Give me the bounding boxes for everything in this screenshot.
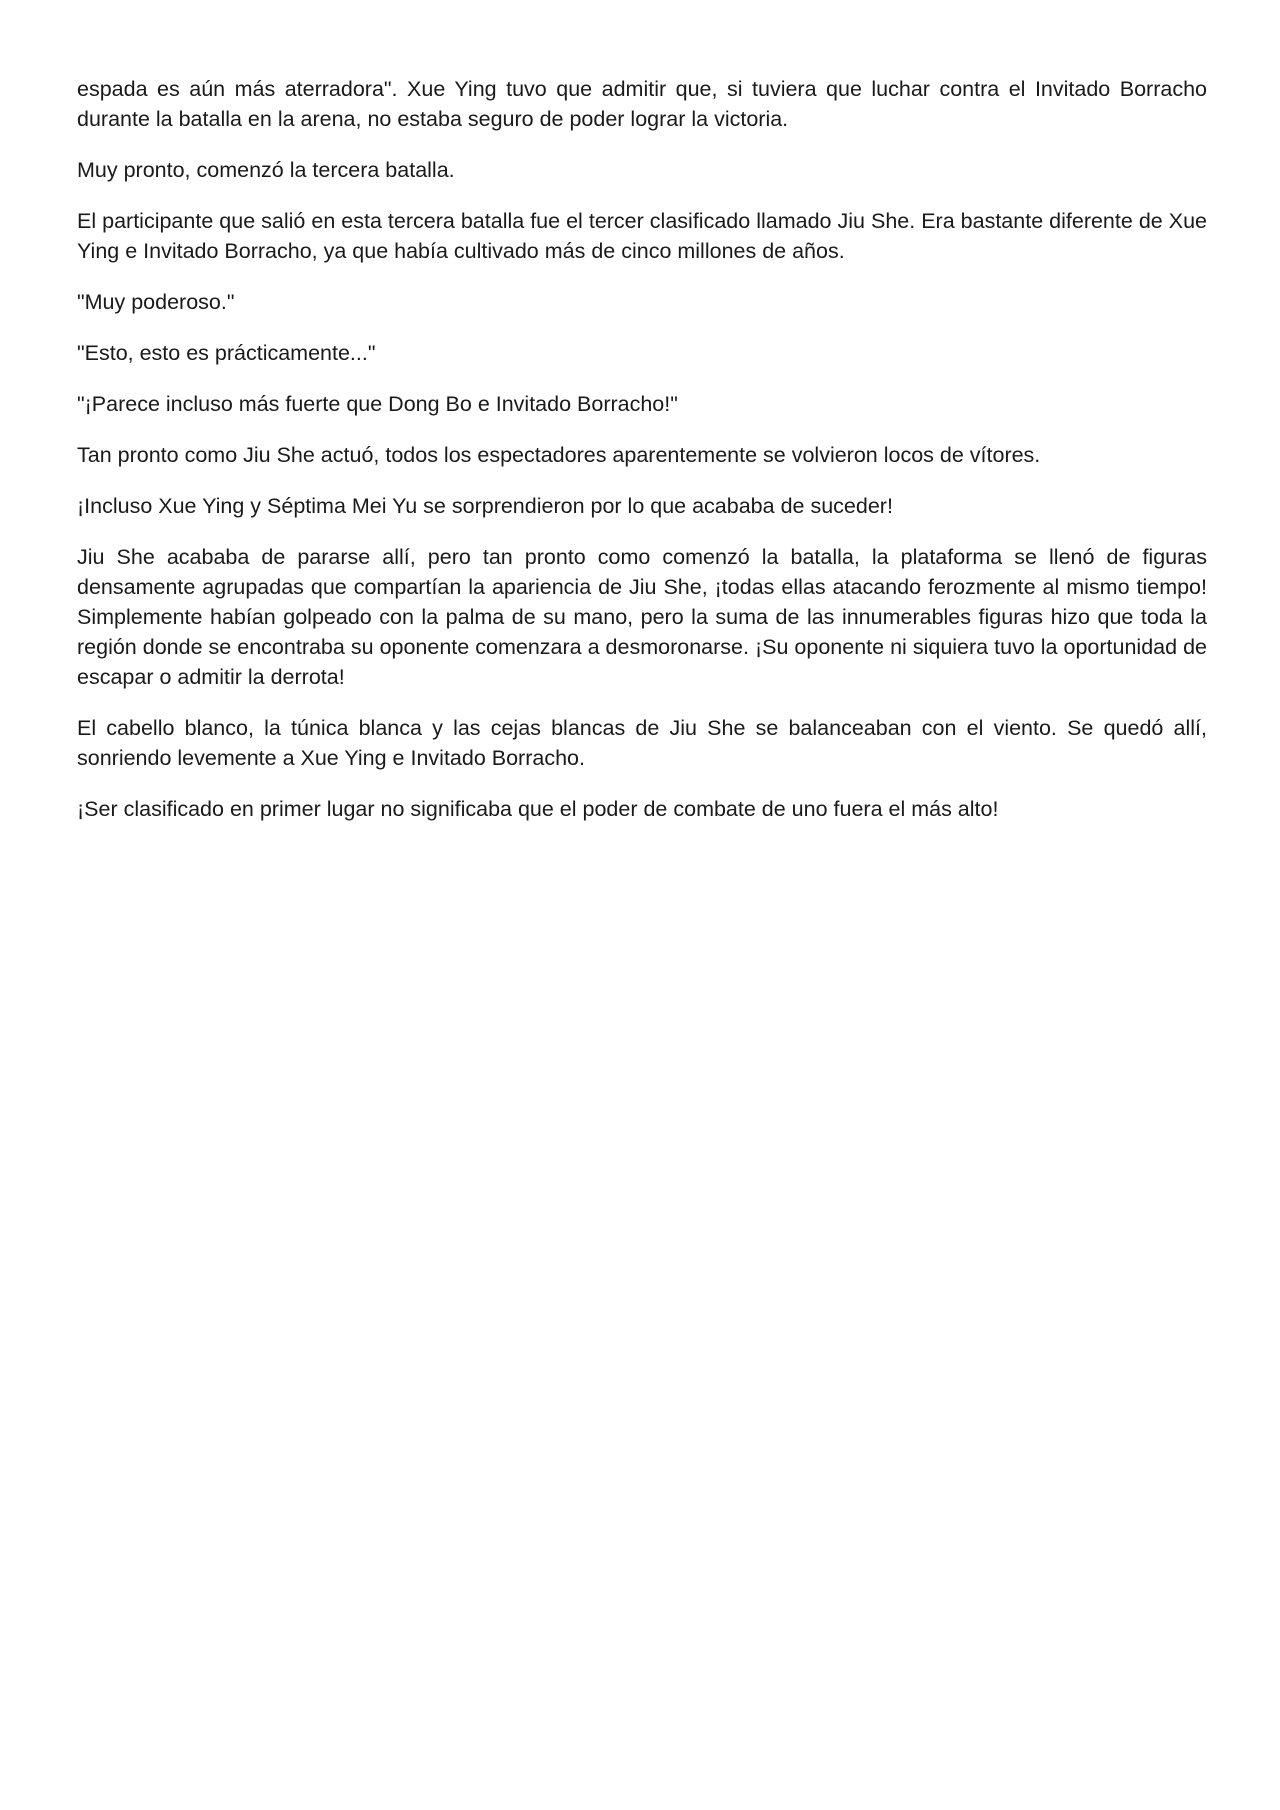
paragraph: "¡Parece incluso más fuerte que Dong Bo e Invitado Borracho!" (77, 392, 678, 416)
paragraph: El participante que salió en esta tercera batalla fue el tercer clasificado llamado Jiu She. Era bastante diferente de Xue Ying e Invitado Borracho, ya que había cultivado más de cinco millones de años. (77, 209, 1207, 263)
paragraph: espada es aún más aterradora". Xue Ying tuvo que admitir que, si tuviera que luchar contra el Invitado Borracho durante la batalla en la arena, no estaba seguro de poder lograr la victoria. (77, 77, 1207, 131)
paragraph: Tan pronto como Jiu She actuó, todos los espectadores aparentemente se volvieron locos de vítores. (77, 443, 1041, 467)
paragraph: ¡Ser clasificado en primer lugar no significaba que el poder de combate de uno fuera el más alto! (77, 797, 999, 821)
paragraph: El cabello blanco, la túnica blanca y las cejas blancas de Jiu She se balanceaban con el viento. Se quedó allí, sonriendo levemente a Xue Ying e Invitado Borracho. (77, 716, 1207, 770)
paragraph: "Esto, esto es prácticamente..." (77, 341, 376, 365)
document-body (77, 74, 1207, 845)
paragraph: Jiu She acababa de pararse allí, pero tan pronto como comenzó la batalla, la plataforma se llenó de figuras densamente agrupadas que compartían la apariencia de Jiu She, ¡todas ellas atacando ferozmente al mismo tiempo! Simplemente habían golpeado con la palma de su mano, pero la suma de las innumerables figuras hizo que toda la región donde se encontraba su oponente comenzara a desmoronarse. ¡Su oponente ni siquiera tuvo la oportunidad de escapar o admitir la derrota! (77, 545, 1207, 689)
paragraph: Muy pronto, comenzó la tercera batalla. (77, 158, 455, 182)
paragraph: ¡Incluso Xue Ying y Séptima Mei Yu se sorprendieron por lo que acababa de suceder! (77, 494, 893, 518)
paragraph: "Muy poderoso." (77, 290, 235, 314)
